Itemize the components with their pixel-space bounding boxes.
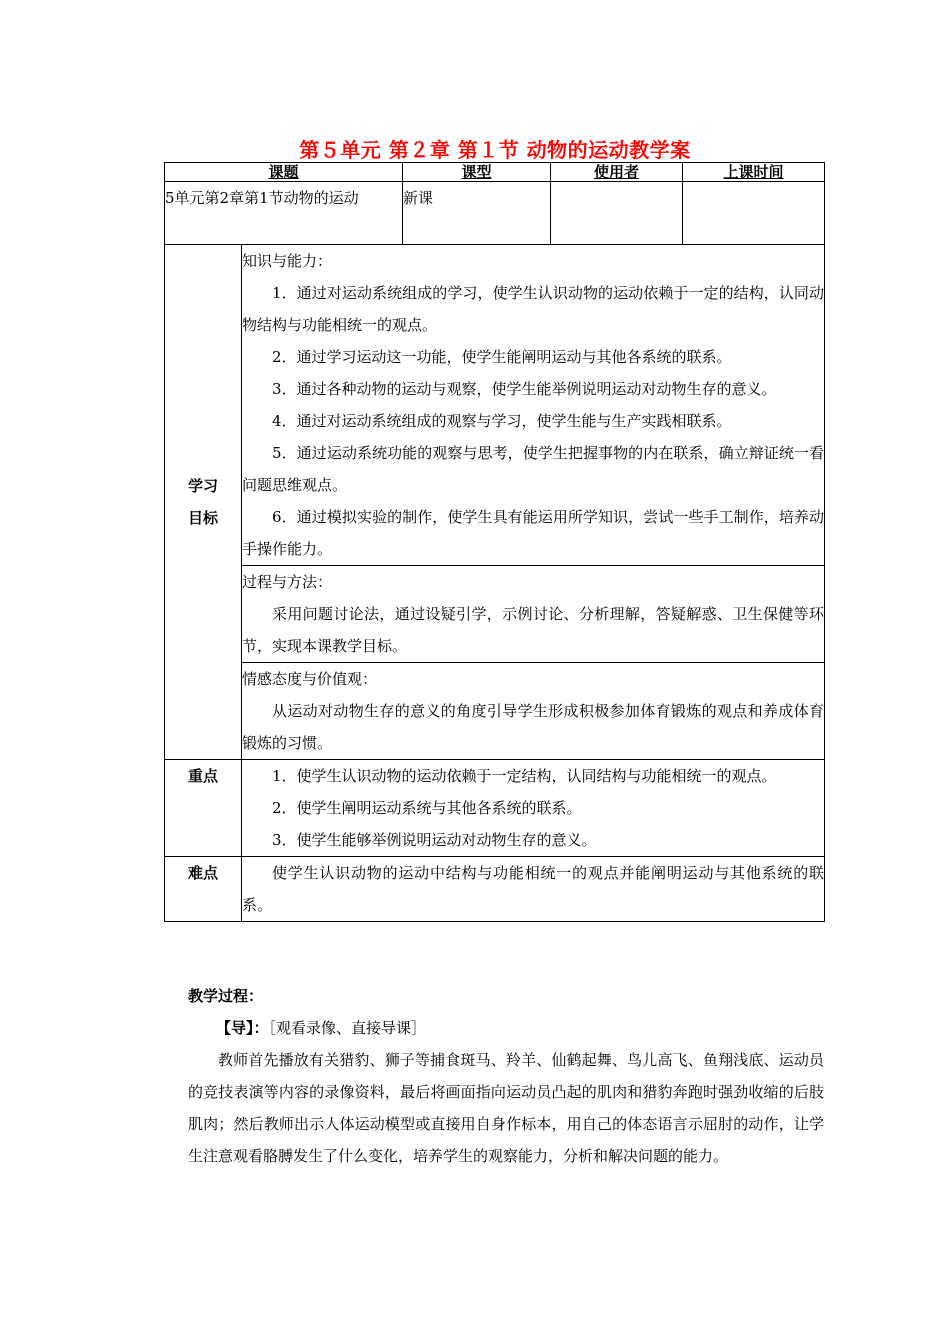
process-heading: 过程与方法：	[242, 573, 333, 591]
knowledge-ability-cell	[242, 245, 825, 566]
teaching-process-heading: 教学过程：	[188, 987, 264, 1005]
info-row	[165, 182, 825, 245]
key-points-label: 重点	[165, 760, 242, 857]
attitude-heading: 情感态度与价值观：	[242, 670, 378, 688]
header-topic: 课题	[165, 163, 403, 182]
page-title: 第５单元 第２章 第１节 动物的运动教学案	[299, 138, 691, 162]
lead-text: ［观看录像、直接导课］	[268, 1019, 427, 1037]
lead-line	[188, 1012, 824, 1044]
table-header-row	[165, 163, 825, 182]
key-point-item: 2．使学生阐明运动系统与其他各系统的联系。	[272, 799, 582, 817]
process-method-cell	[242, 566, 825, 663]
objectives-label: 学习 目标	[165, 245, 242, 760]
process-text: 采用问题讨论法，通过设疑引学，示例讨论、分析理解，答疑解惑、卫生保健等环节，实现本课教学目标。	[242, 605, 825, 655]
objectives-process-row	[165, 566, 825, 663]
header-type: 课型	[403, 163, 551, 182]
key-points-cell	[242, 760, 825, 857]
objectives-knowledge-row	[165, 245, 825, 566]
objectives-attitude-row	[165, 663, 825, 760]
knowledge-item: 2．通过学习运动这一功能，使学生能阐明运动与其他各系统的联系。	[272, 348, 732, 366]
knowledge-item: 3．通过各种动物的运动与观察，使学生能举例说明运动对动物生存的意义。	[272, 380, 777, 398]
difficulties-row	[165, 857, 825, 922]
knowledge-item: 6．通过模拟实验的制作，使学生具有能运用所学知识，尝试一些手工制作，培养动手操作能力。	[242, 508, 825, 558]
teaching-process-section	[188, 980, 824, 1172]
difficulties-text: 使学生认识动物的运动中结构与功能相统一的观点并能阐明运动与其他系统的联系。	[242, 864, 825, 914]
time-cell	[683, 182, 825, 245]
lesson-plan-table	[164, 162, 825, 922]
difficulties-label: 难点	[165, 857, 242, 922]
topic-cell: 5单元第2章第1节动物的运动	[165, 182, 403, 245]
lead-paragraph: 教师首先播放有关猎豹、狮子等捕食斑马、羚羊、仙鹤起舞、鸟儿高飞、鱼翔浅底、运动员的竞技表演等内容的录像资料，最后将画面指向运动员凸起的肌肉和猎豹奔跑时强劲收缩的后肢肌肉；然后教师出示人体运动模型或直接用自身作标本，用自己的体态语言示屈肘的动作，让学生注意观看胳膊发生了什么变化，培养学生的观察能力，分析和解决问题的能力。	[188, 1051, 824, 1165]
knowledge-item: 5．通过运动系统功能的观察与思考，使学生把握事物的内在联系，确立辩证统一看问题思维观点。	[242, 444, 825, 494]
knowledge-item: 4．通过对运动系统组成的观察与学习，使学生能与生产实践相联系。	[272, 412, 732, 430]
key-points-row	[165, 760, 825, 857]
header-user: 使用者	[551, 163, 683, 182]
attitude-text: 从运动对动物生存的意义的角度引导学生形成积极参加体育锻炼的观点和养成体育锻炼的习惯。	[242, 702, 825, 752]
header-time: 上课时间	[683, 163, 825, 182]
attitude-value-cell	[242, 663, 825, 760]
key-point-item: 1．使学生认识动物的运动依赖于一定结构，认同结构与功能相统一的观点。	[272, 767, 777, 785]
knowledge-heading: 知识与能力：	[242, 252, 333, 270]
knowledge-item: 1．通过对运动系统组成的学习，使学生认识动物的运动依赖于一定的结构，认同动物结构与功能相统一的观点。	[242, 284, 825, 334]
lead-label: 【导】：	[216, 1019, 269, 1037]
user-cell	[551, 182, 683, 245]
difficulties-cell	[242, 857, 825, 922]
key-point-item: 3．使学生能够举例说明运动对动物生存的意义。	[272, 831, 597, 849]
type-cell: 新课	[403, 182, 551, 245]
